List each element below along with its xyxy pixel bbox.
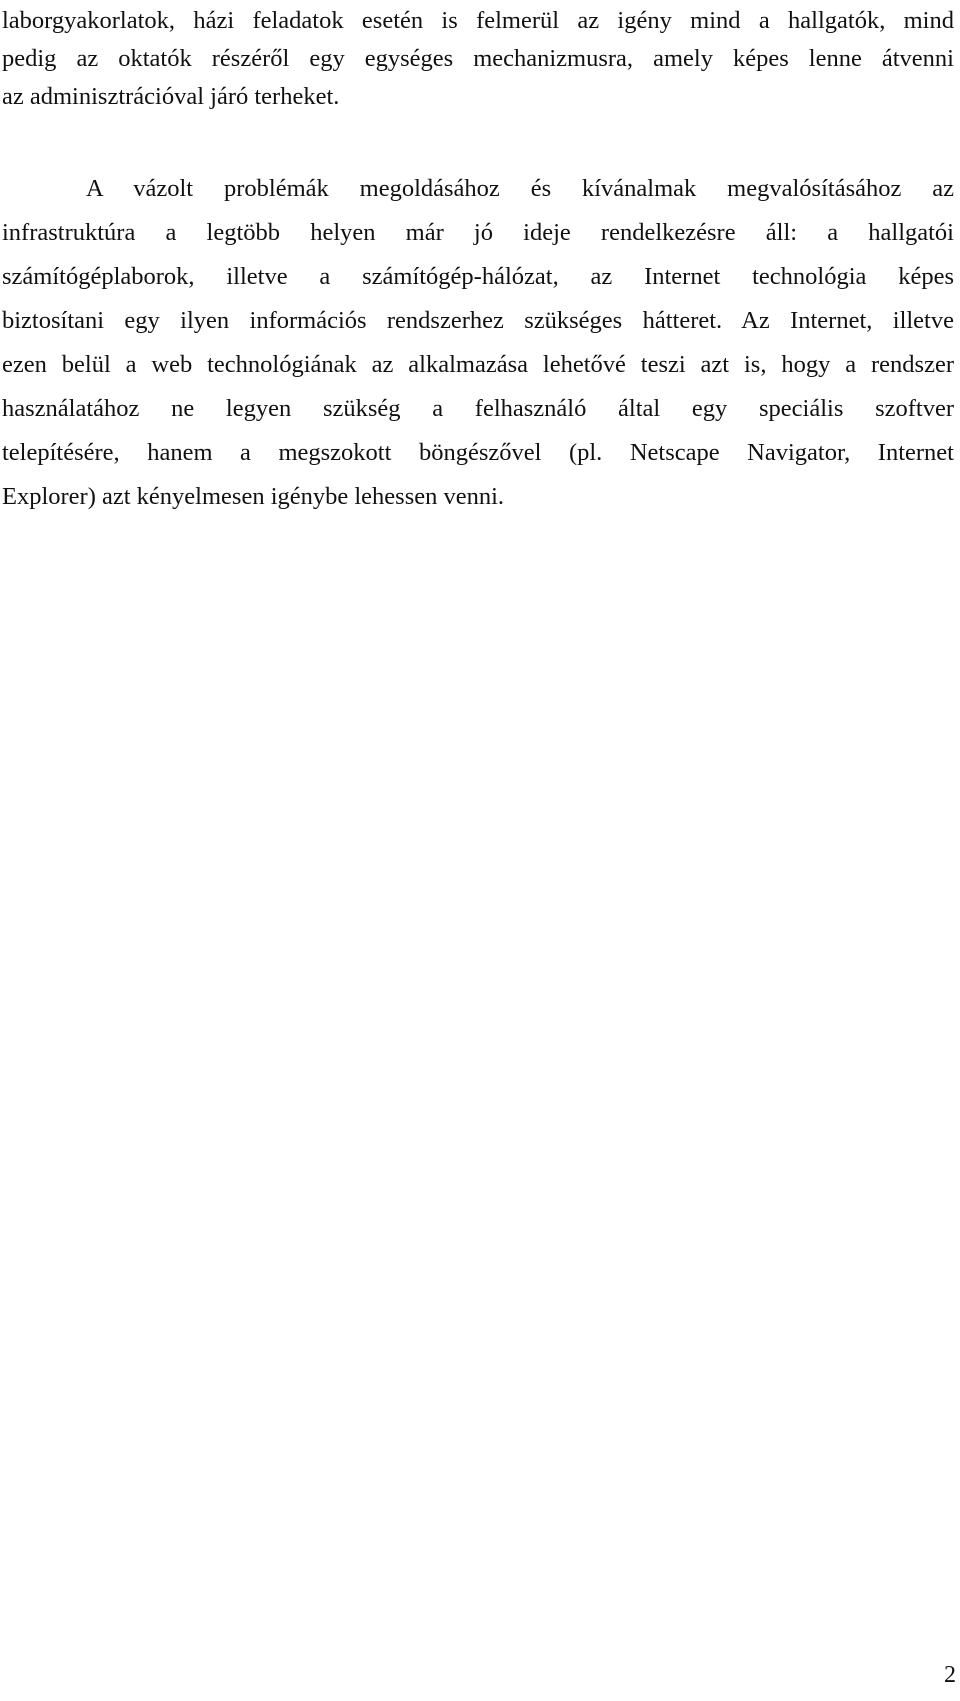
text-line: laborgyakorlatok, házi feladatok esetén is felmerül az igény mind a hallgatók, mind <box>2 7 954 34</box>
page-number: 2 <box>944 1662 956 1688</box>
text-line: biztosítani egy ilyen információs rendszerhez szükséges hátteret. Az Internet, illetve <box>2 307 954 334</box>
text-line: számítógéplaborok, illetve a számítógép-hálózat, az Internet technológia képes <box>2 263 954 290</box>
text-line: infrastruktúra a legtöbb helyen már jó ideje rendelkezésre áll: a hallgatói <box>2 219 954 246</box>
text-line: az adminisztrációval járó terheket. <box>2 83 340 110</box>
text-line: pedig az oktatók részéről egy egységes mechanizmusra, amely képes lenne átvenni <box>2 45 954 72</box>
text-line: telepítésére, hanem a megszokott böngészővel (pl. Netscape Navigator, Internet <box>2 439 954 466</box>
text-line: használatához ne legyen szükség a felhasználó által egy speciális szoftver <box>2 395 954 422</box>
text-line: Explorer) azt kényelmesen igénybe lehessen venni. <box>2 483 505 510</box>
text-line: A vázolt problémák megoldásához és kívánalmak megvalósításához az <box>86 175 954 202</box>
text-line: ezen belül a web technológiának az alkalmazása lehetővé teszi azt is, hogy a rendszer <box>2 351 954 378</box>
